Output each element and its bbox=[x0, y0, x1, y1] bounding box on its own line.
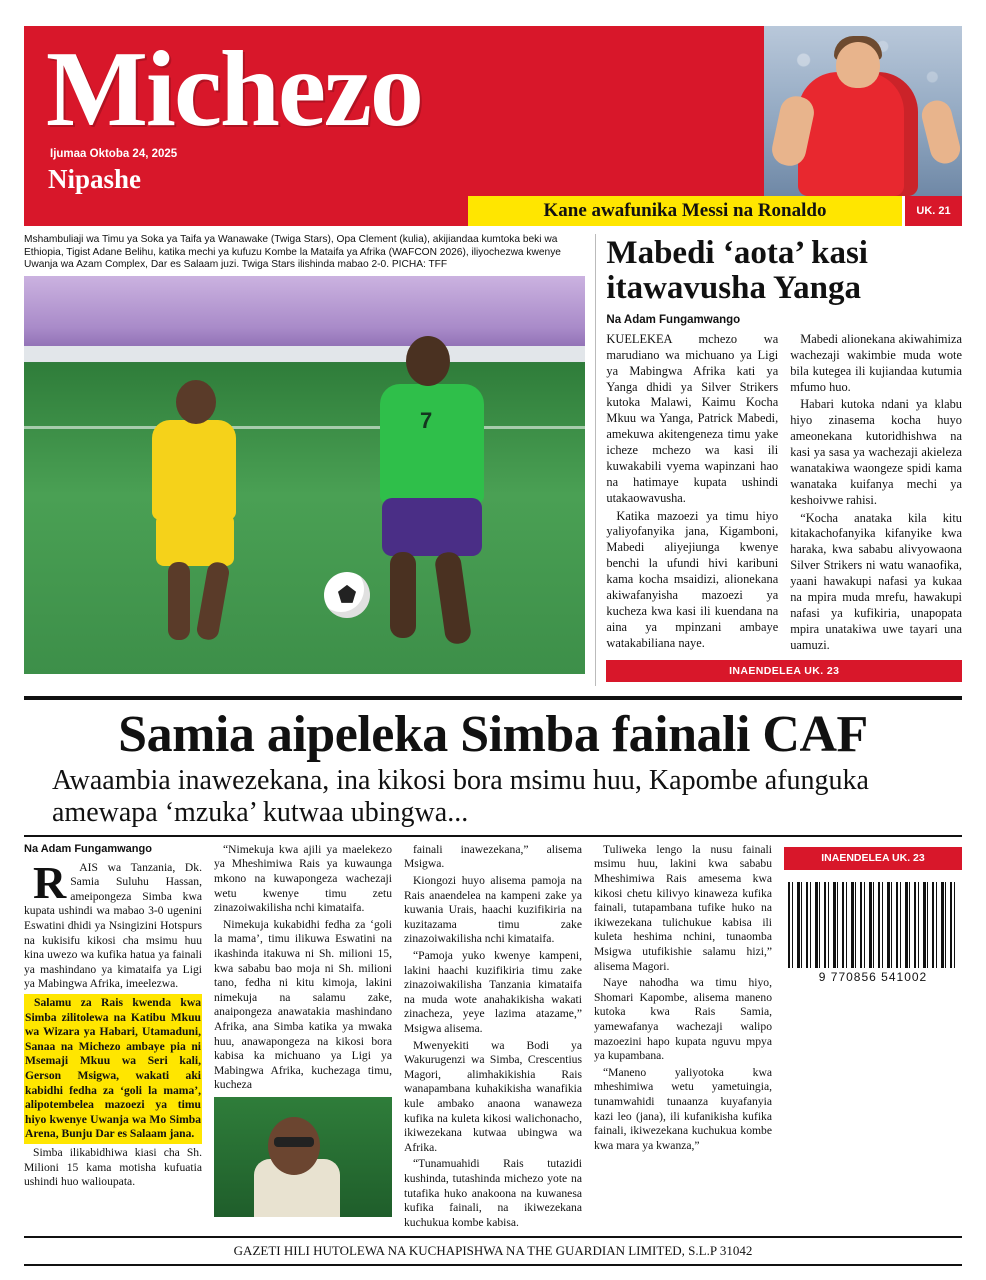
masthead bbox=[24, 26, 962, 196]
green-shirt-shape bbox=[380, 384, 484, 504]
lead-story bbox=[595, 234, 962, 686]
body-paragraph: Tuliweka lengo la nusu fainali msimu huu, lakini kwa sababu Mheshimiwa Rais amesema kwa kikosi chetu kilivyo kinaweza kufika fainali, tutapambana tufike huko na ikiwezekana tulichukue kabisa ili kuleta heshima nchini, tunaomba Msigwa utufikishie salamu hizi,” alisema Magori. bbox=[594, 842, 772, 973]
lead-paragraph: Katika mazoezi ya timu hiyo yaliyofanyika jana, Kigamboni, Mabedi aliyejiunga kwenye benchi la ufundi hivi karibuni kama kocha msaidizi, alionekana akiwafanyisha mazoezi ya kucheza kwa kasi ili kuendana na aina ya mpinzani ambaye watakabiliana naye. bbox=[606, 508, 779, 650]
main-headline: Samia aipeleka Simba fainali CAF bbox=[118, 706, 868, 763]
glasses-shape bbox=[274, 1137, 314, 1147]
teaser-page-ref: UK. 21 bbox=[902, 196, 962, 226]
body-column-4 bbox=[594, 843, 772, 1173]
body-column-3 bbox=[404, 842, 582, 1229]
main-story-columns bbox=[24, 842, 962, 1229]
photo-caption: Mshambuliaji wa Timu ya Soka ya Taifa ya Wanawake (Twiga Stars), Opa Clement (kulia), akijiandaa kumtoka beki wa Ethiopia, Tigist Adane Belihu, katika mechi ya kufuzu Kombe la Mataifa ya Afrika (WAFCON 2026), iliyochezwa kwenye Uwanja wa Azam Complex, Dar es Salaam juzi. Twiga Stars ilishinda mabao 2-0. PICHA: TFF bbox=[24, 234, 561, 271]
body-paragraph: Mwenyekiti wa Bodi ya Wakurugenzi wa Simba, Crescentius Magori, alimhakikishia Rais wanapambana kuhakikisha wanafikia kule ambako anaona wanaweza kufika na kuleta kikosi walichonacho, ikiwezekana kutwaa ubingwa wa Afrika. bbox=[404, 1038, 582, 1154]
lead-paragraph: “Kocha anataka kila kitu kitakachofanyika kifanyike kwa haraka, kwa sababu alivyowaona Silver Strikers ni watu wanaofika, yaani hawakupi nafasi ya kukaa na mpira muda mrefu, hawakupi nafasi ya kufikiria, unapopata mpira unatakiwa uwe tayari una uamuzi. bbox=[790, 510, 962, 652]
masthead-publisher: Nipashe bbox=[48, 164, 142, 194]
body-paragraph: RAIS wa Tanzania, Dk. Samia Suluhu Hassan, ameipongeza Simba kwa kupata ushindi wa mabao 3-0 ugenini Eswatini dhidi ya Nsingizini Hotspurs na kukisifu kikosi cha msimu huu kina uwezo wa kufika hatua ya fainali ya mashindano ya kimataifa ya Ligi ya Mabingwa Afrika, imeelezwa. bbox=[24, 856, 202, 991]
main-story-byline: Na Adam Fungamwango bbox=[24, 842, 152, 855]
body-paragraph: Naye nahodha wa timu hiyo, Shomari Kapombe, alisema maneno kutoka kwa Rais Samia, yamewafanya wachezaji walipo mazoezini hapo kupata nguvu mpya ya kupambana. bbox=[594, 976, 772, 1063]
upper-section bbox=[24, 234, 962, 686]
lead-paragraph: Habari kutoka ndani ya klabu hiyo zinasema kocha huyo ameonekana kutoridhishwa na kasi ya sasa ya wachezaji akieleza wanatakiwa waongeze spidi kama wanataka kuifanya mechi ya keshoivwe rahisi. bbox=[790, 397, 962, 507]
green-shorts-shape bbox=[382, 498, 482, 556]
masthead-title: Michezo bbox=[46, 30, 422, 149]
yellow-shorts-shape bbox=[156, 514, 234, 566]
teaser-text: Kane awafunika Messi na Ronaldo bbox=[468, 196, 902, 226]
barcode-number: 9 770856 541002 bbox=[818, 970, 928, 985]
body-paragraph: Simba ilikabidhiwa kiasi cha Sh. Milioni 15 kama motisha kufuatia ushindi huo walioupata. bbox=[24, 1145, 202, 1189]
masthead-player-photo bbox=[764, 26, 962, 196]
teaser-strip-spacer bbox=[24, 196, 468, 226]
masthead-left bbox=[24, 26, 764, 196]
body-paragraph: “Pamoja yuko kwenye kampeni, lakini haachi kuzifikiria timu zake zinazoiwakilisha Tanzania kimataifa na muda wote anahakikisha wakati zinacheza, yeye lazima atazame,” Msigwa alisema. bbox=[404, 949, 582, 1035]
lead-paragraph: Mabedi alionekana akiwahimiza wachezaji wakimbie muda wote bila kutegea ili kujiandaa kutumia mfumo huo. bbox=[790, 331, 962, 394]
lead-story-byline: Na Adam Fungamwango bbox=[606, 313, 741, 326]
headline-bottom-rule bbox=[24, 835, 962, 837]
highlighted-paragraph: Salamu za Rais kwenda kwa Simba zilitolewa na Katibu Mkuu wa Wizara ya Habari, Utamaduni, Sanaa na Michezo ambaye pia ni Msemaji Mkuu wa Seri kali, Gerson Msigwa, wakati aki kabidhi fedha za ‘goli la mama’, alipotembelea mazoezi ya timu hiyo kwenye Uwanja wa Mo Simba Arena, Bunju Dar es Salaam jana. bbox=[24, 994, 202, 1144]
lead-paragraph: KUELEKEA mchezo wa marudiano wa michuano ya Ligi ya Mabingwa Afrika kati ya Yanga dhidi ya Silver Strikers kutoka Malawi, Kaimu Kocha Mkuu wa Yanga, Patrick Mabedi, amekuwa akitengeneza timu yake icheze mchezo wa kasi ili kuwakabili vyema wapinzani hao na hatimaye kupata ushindi utakaowavusha. bbox=[606, 331, 779, 505]
body-paragraph: “Maneno yaliyotoka kwa mheshimiwa wetu yametuingia, tunamwahidi tunaanza kuyafanyia kazi leo (jana), ili kufanikisha kufika fainali, ikiwezekana kuchukua kombe kwa mara ya kwanza,” bbox=[594, 1065, 772, 1152]
ethiopia-player-shape bbox=[142, 372, 262, 622]
twiga-stars-player-shape bbox=[354, 326, 534, 646]
barcode-icon bbox=[788, 882, 958, 968]
headline-top-rule bbox=[24, 696, 962, 700]
football-shape bbox=[324, 572, 370, 618]
yellow-shirt-shape bbox=[152, 420, 236, 520]
body-paragraph: Nimekuja kukabidhi fedha za ‘goli la mama’, timu ilikuwa Eswatini na ikashinda itakuwa ni Sh. milioni 15, kwa sababu bao moja ni Sh. milioni tano, fedha ni kitu kimoja, lakini nimekuja na salamu zake, anaipongeza anawatakia mashindano Afrika, ana Simba katika ya mwaka huu, anawapongeza na kikosi bora kabisa ka michuano ya Ligi ya Mabingwa Afrika, kuchezaga timu, kucheza bbox=[214, 917, 392, 1092]
yellow-leg-right-shape bbox=[195, 561, 230, 642]
footer-imprint: GAZETI HILI HUTOLEWA NA KUCHAPISHWA NA THE GUARDIAN LIMITED, S.L.P 31042 bbox=[24, 1236, 962, 1266]
green-leg-left-shape bbox=[390, 552, 416, 638]
body-paragraph: Kiongozi huyo alisema pamoja na Rais anaendelea na kampeni zake ya kuwania Urais, haachi kuzifikiria na kuzitazama timu zake zinazoiwakilisha nchi kimataifa. bbox=[404, 874, 582, 946]
lead-story-body bbox=[606, 332, 962, 655]
body-column-5 bbox=[784, 843, 962, 1173]
body-paragraph: fainali inawezekana,” alisema Msigwa. bbox=[404, 842, 582, 871]
body-column-2 bbox=[214, 843, 392, 1173]
masthead-date: Ijumaa Oktoba 24, 2025 bbox=[50, 148, 178, 160]
samia-speaking-photo bbox=[214, 1097, 392, 1217]
lead-story-headline: Mabedi ‘aota’ kasi itawavusha Yanga bbox=[606, 235, 868, 306]
upper-left-column bbox=[24, 234, 585, 686]
main-story-continuation: INAENDELEA UK. 23 bbox=[784, 847, 962, 870]
teaser-strip bbox=[24, 196, 962, 226]
player-head-shape bbox=[836, 42, 880, 88]
yellow-leg-left-shape bbox=[168, 562, 190, 640]
body-paragraph: “Tunamuahidi Rais tutazidi kushinda, tutashinda michezo yote na tutafika huko anakoona na kuwanesa kufika fainali, na ikiwezekana kuchukua kombe kabisa. bbox=[404, 1157, 582, 1229]
player-torso-shape bbox=[798, 72, 918, 196]
jersey-number-shape: 7 bbox=[420, 407, 433, 433]
body-paragraph: “Nimekuja kwa ajili ya maelekezo ya Mheshimiwa Rais ya kuwaunga mkono na kuwapongeza wachezaji wetu kwenye timu zetu zinazoiwakilisha nchi kimataifa. bbox=[214, 842, 392, 915]
lead-story-continuation: INAENDELEA UK. 23 bbox=[606, 660, 962, 682]
barcode-block bbox=[784, 876, 962, 987]
yellow-player-head-shape bbox=[176, 380, 216, 424]
green-player-head-shape bbox=[406, 336, 450, 386]
body-column-1 bbox=[24, 842, 202, 1189]
wafcon-match-photo bbox=[24, 276, 585, 674]
green-leg-right-shape bbox=[434, 551, 473, 646]
main-deck: Awaambia inawezekana, ina kikosi bora msimu huu, Kapombe afunguka amewapa ‘mzuka’ kutwaa ubingwa... bbox=[52, 765, 869, 828]
